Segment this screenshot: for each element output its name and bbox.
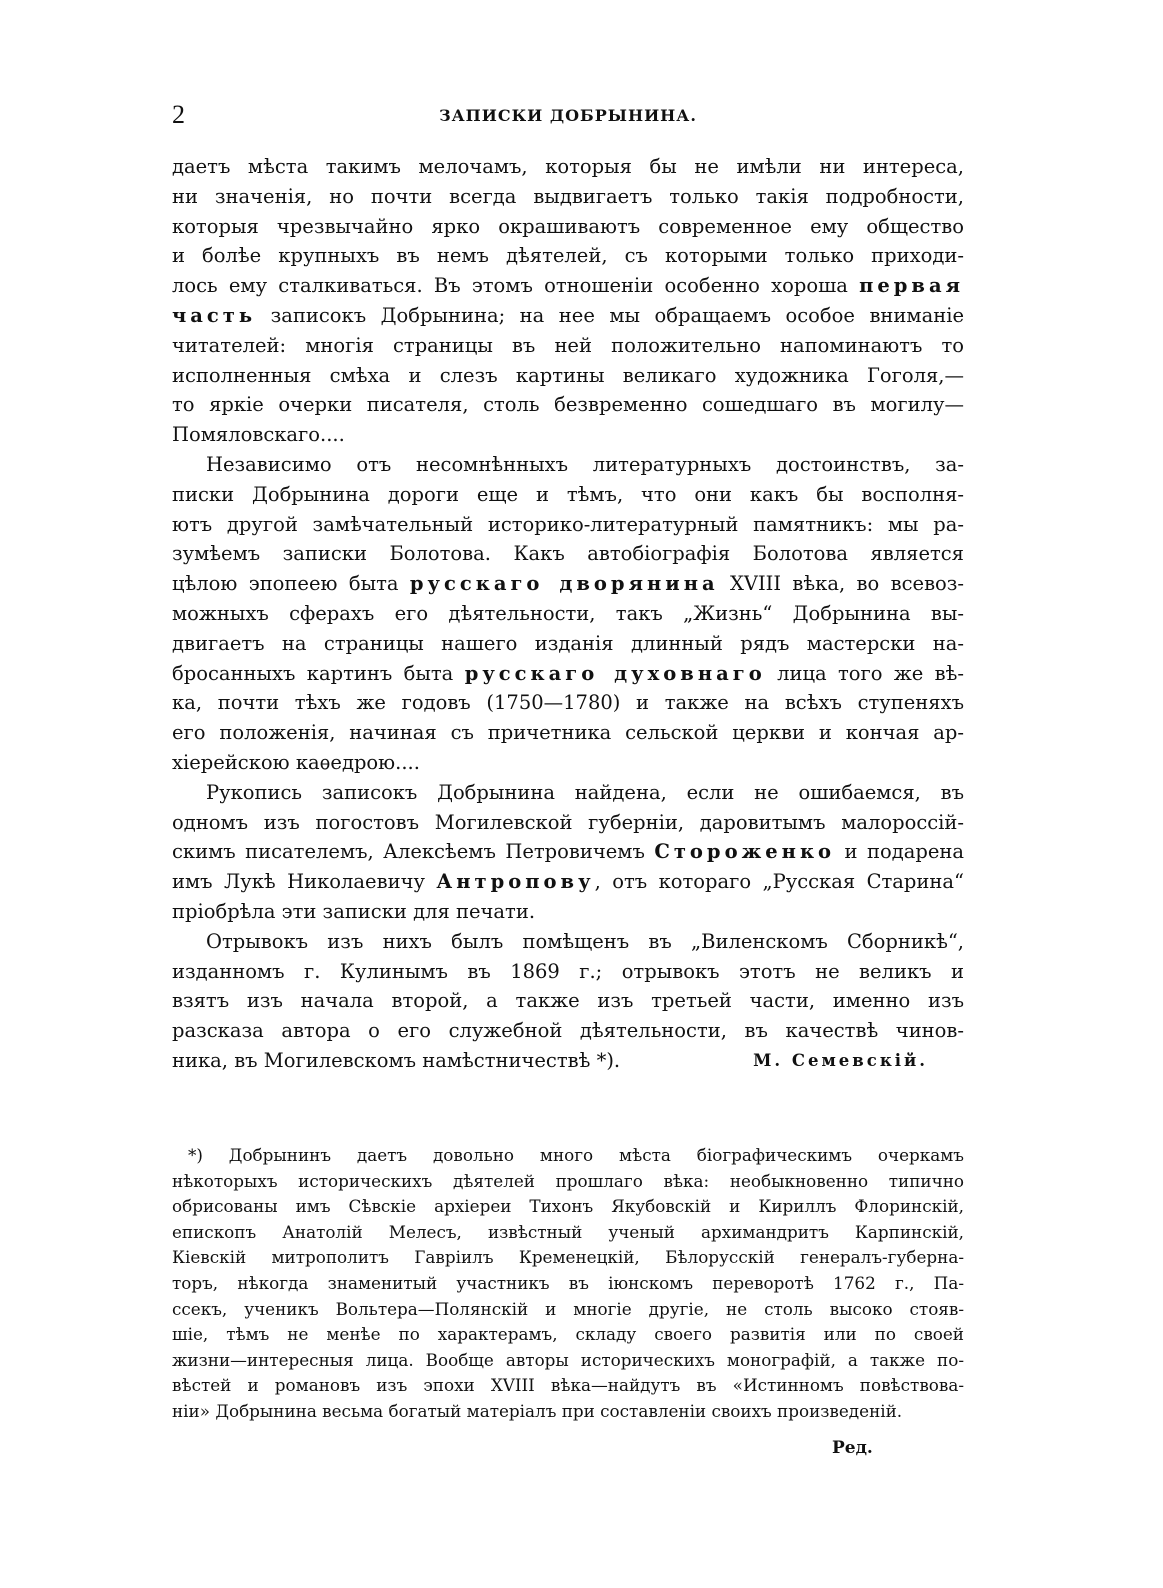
footnote-line: епископъ Анатолій Мелесъ, извѣстный ученый архимандритъ Карпинскій,	[172, 1221, 964, 1242]
emphasis: русскаго дворянина	[409, 572, 719, 596]
text-line: ка, почти тѣхъ же годовъ (1750—1780) и также на всѣхъ ступеняхъ	[172, 691, 964, 715]
text-line: пріобрѣла эти записки для печати.	[172, 899, 536, 923]
text-line: хіерейскою каѳедрою....	[172, 750, 420, 774]
text-line: то яркіе очерки писателя, столь безвременно сошедшаго въ могилу—	[172, 393, 964, 417]
text-line: разсказа автора о его служебной дѣятельности, въ качествѣ чинов-	[172, 1019, 964, 1043]
text-line: цѣлою эпопеею быта русскаго дворянина XVIII вѣка, во всевоз-	[172, 572, 964, 596]
text-line: зумѣемъ записки Болотова. Какъ автобіографія Болотова является	[172, 542, 964, 566]
author-signature: М. Семевскій.	[753, 1050, 928, 1070]
footnote-line: шіе, тѣмъ не менѣе по характерамъ, складу своего развитія или по своей	[172, 1324, 964, 1345]
footnote-line: торъ, нѣкогда знаменитый участникъ въ іюнскомъ переворотѣ 1762 г., Па-	[172, 1272, 964, 1293]
running-head	[172, 100, 964, 132]
footnote-line: нѣкоторыхъ историческихъ дѣятелей прошлаго вѣка: необыкновенно типично	[172, 1170, 964, 1191]
text-line: имъ Лукѣ Николаевичу Антропову, отъ котораго „Русская Старина“	[172, 870, 964, 894]
text-line: даетъ мѣста такимъ мелочамъ, которыя бы не имѣли ни интереса,	[172, 155, 964, 178]
text-line: Независимо отъ несомнѣнныхъ литературныхъ достоинствъ, за-	[206, 452, 964, 476]
text-line: Рукопись записокъ Добрынина найдена, если не ошибаемся, въ	[206, 780, 964, 804]
page-number: 2	[172, 100, 185, 129]
emphasis: часть	[172, 303, 257, 327]
text-line: взятъ изъ начала второй, а также изъ третьей части, именно изъ	[172, 989, 964, 1013]
footnote-line: Кіевскій митрополитъ Гавріилъ Кременецкій, Бѣлорусскій генералъ-губерна-	[172, 1247, 964, 1268]
footnote-line: обрисованы имъ Сѣвскіе архіереи Тихонъ Якубовскій и Кириллъ Флоринскій,	[172, 1196, 964, 1217]
main-text	[172, 152, 964, 1076]
emphasis: Стороженко	[654, 840, 836, 864]
emphasis: Антропову	[436, 870, 595, 894]
text-line: которыя чрезвычайно ярко окрашиваютъ современное ему общество	[172, 214, 964, 238]
footnote-line: ссекъ, ученикъ Вольтера—Полянскій и многіе другіе, не столь высоко стояв-	[172, 1298, 964, 1319]
footnote-line: *) Добрынинъ даетъ довольно много мѣста біографическимъ очеркамъ	[188, 1145, 964, 1165]
text-line: ника, въ Могилевскомъ намѣстничествѣ *). М. Семевскій.	[172, 1046, 964, 1076]
text-line: одномъ изъ погостовъ Могилевской губерніи, даровитымъ малороссій-	[172, 810, 964, 834]
text-line: писки Добрынина дороги еще и тѣмъ, что они какъ бы восполня-	[172, 482, 964, 506]
text-line: Помяловскаго....	[172, 423, 345, 447]
text-line: можныхъ сферахъ его дѣятельности, такъ „Жизнь“ Добрынина вы-	[172, 601, 964, 625]
text-line: двигаетъ на страницы нашего изданія длинный рядъ мастерски на-	[172, 631, 964, 655]
emphasis: первая	[859, 274, 964, 298]
text-line: изданномъ г. Кулинымъ въ 1869 г.; отрывокъ этотъ не великъ и	[172, 959, 964, 983]
text-line: скимъ писателемъ, Алексѣемъ Петровичемъ Стороженко и подарена	[172, 840, 964, 864]
footnote-line: жизни—интересныя лица. Вообще авторы историческихъ монографій, а также по-	[172, 1349, 964, 1370]
text-line: ни значенія, но почти всегда выдвигаетъ только такія подробности,	[172, 184, 964, 208]
editor-mark: Ред.	[832, 1438, 873, 1458]
text-line: Отрывокъ изъ нихъ былъ помѣщенъ въ „Виленскомъ Сборникѣ“,	[206, 929, 964, 953]
footnote	[172, 1143, 964, 1425]
running-title: ЗАПИСКИ ДОБРЫНИНА.	[439, 106, 697, 125]
text-line: исполненныя смѣха и слезъ картины великаго художника Гоголя,—	[172, 363, 964, 387]
text-line: ютъ другой замѣчательный историко-литературный памятникъ: мы ра-	[172, 512, 964, 536]
text-line: бросанныхъ картинъ быта русскаго духовнаго лица того же вѣ-	[172, 661, 964, 685]
footnote-line: вѣстей и романовъ изъ эпохи XVIII вѣка—найдутъ въ «Истинномъ повѣствова-	[172, 1375, 964, 1396]
text-line: лось ему сталкиваться. Въ этомъ отношеніи особенно хороша первая	[172, 274, 964, 298]
emphasis: русскаго духовнаго	[464, 661, 766, 685]
text-line: его положенія, начиная съ причетника сельской церкви и кончая ар-	[172, 721, 964, 745]
text-line: часть записокъ Добрынина; на нее мы обращаемъ особое вниманіе	[172, 303, 964, 327]
text-line: и болѣе крупныхъ въ немъ дѣятелей, съ которыми только приходи-	[172, 244, 964, 268]
footnote-line: ніи» Добрынина весьма богатый матеріалъ при составленіи своихъ произведеній.	[172, 1400, 903, 1421]
text-line: читателей: многія страницы въ ней положительно напоминаютъ то	[172, 333, 964, 357]
